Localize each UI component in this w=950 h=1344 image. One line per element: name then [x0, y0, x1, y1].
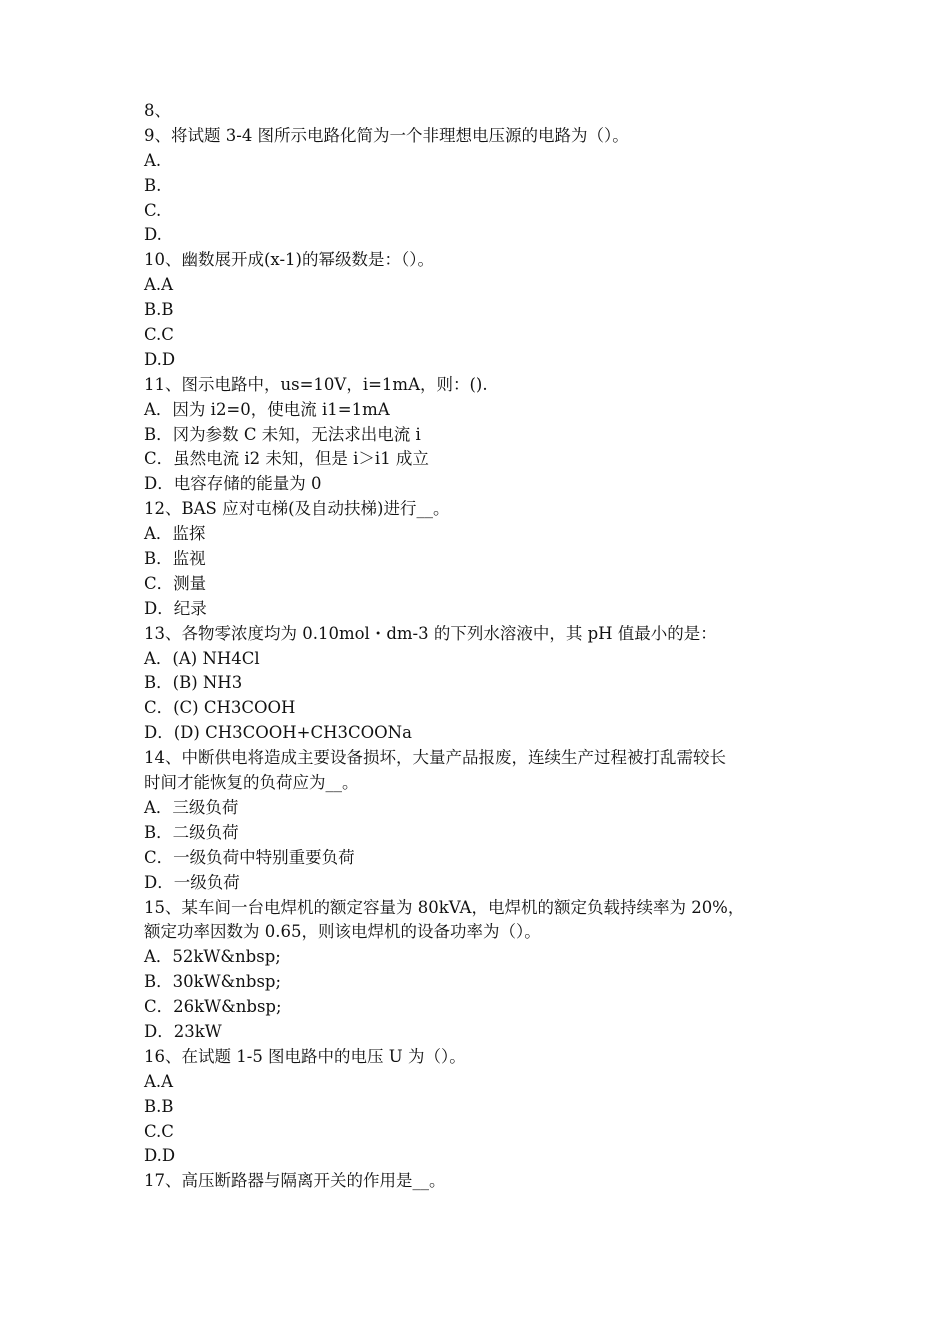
option-line: C．一级负荷中特别重要负荷 [144, 847, 355, 867]
option-line: C.C [144, 1121, 174, 1141]
question-12: 12、BAS 应对屯梯(及自动扶梯)进行__。 [144, 499, 450, 519]
option-line: B.B [144, 1096, 174, 1116]
question-16: 16、在试题 1-5 图电路中的电压 U 为（）。 [144, 1046, 466, 1066]
option-line: D.D [144, 1146, 176, 1166]
option-line: A．三级负荷 [144, 797, 239, 817]
option-line: A. [144, 150, 162, 170]
option-line: C．(C) CH3COOH [144, 698, 296, 718]
option-line: C.C [144, 325, 174, 345]
question-17: 17、高压断路器与隔离开关的作用是__。 [144, 1171, 446, 1191]
option-line: B．30kW&nbsp; [144, 972, 282, 992]
option-line: C．26kW&nbsp; [144, 997, 282, 1017]
option-line: D. [144, 225, 162, 245]
option-line: B．(B) NH3 [144, 673, 243, 693]
option-line: D．23kW [144, 1021, 222, 1041]
question-9: 9、将试题 3-4 图所示电路化简为一个非理想电压源的电路为（）。 [144, 125, 629, 145]
option-line: A．52kW&nbsp; [144, 947, 281, 967]
option-line: B．二级负荷 [144, 822, 239, 842]
option-line: D．纪录 [144, 598, 207, 618]
option-line: D．一级负荷 [144, 872, 240, 892]
option-line: B．冈为参数 C 未知，无法求出电流 i [144, 424, 421, 444]
option-line: C．测量 [144, 573, 207, 593]
option-line: A.A [144, 1071, 174, 1091]
option-line: B.B [144, 300, 174, 320]
option-line: C. [144, 200, 162, 220]
option-line: B. [144, 175, 162, 195]
option-line: D．电容存储的能量为 0 [144, 474, 322, 494]
document-body [144, 99, 824, 1194]
option-line: A．监探 [144, 524, 206, 544]
question-14-continued: 时间才能恢复的负荷应为__。 [144, 773, 359, 793]
question-13: 13、各物零浓度均为 0.10mol・dm-3 的下列水溶液中，其 pH 值最小的是： [144, 623, 717, 643]
option-line: B．监视 [144, 549, 206, 569]
question-10: 10、幽数展开成(x-1)的幂级数是：（）。 [144, 250, 434, 270]
question-15-continued: 额定功率因数为 0.65，则该电焊机的设备功率为（）。 [144, 922, 541, 942]
question-14: 14、中断供电将造成主要设备损坏，大量产品报废，连续生产过程被打乱需较长 [144, 748, 726, 768]
option-line: A．因为 i2=0，使电流 i1=1mA [144, 399, 390, 419]
option-line: D．(D) CH3COOH+CH3COONa [144, 723, 412, 743]
option-line: A.A [144, 275, 174, 295]
option-line: C．虽然电流 i2 未知，但是 i＞i1 成立 [144, 449, 429, 469]
text-line: 8、 [144, 101, 171, 120]
question-15: 15、某车间一台电焊机的额定容量为 80kVA，电焊机的额定负载持续率为 20%， [144, 897, 745, 917]
option-line: A．(A) NH4Cl [144, 648, 260, 668]
question-11: 11、图示电路中，us=10V，i=1mA，则：(). [144, 374, 488, 394]
option-line: D.D [144, 349, 176, 369]
